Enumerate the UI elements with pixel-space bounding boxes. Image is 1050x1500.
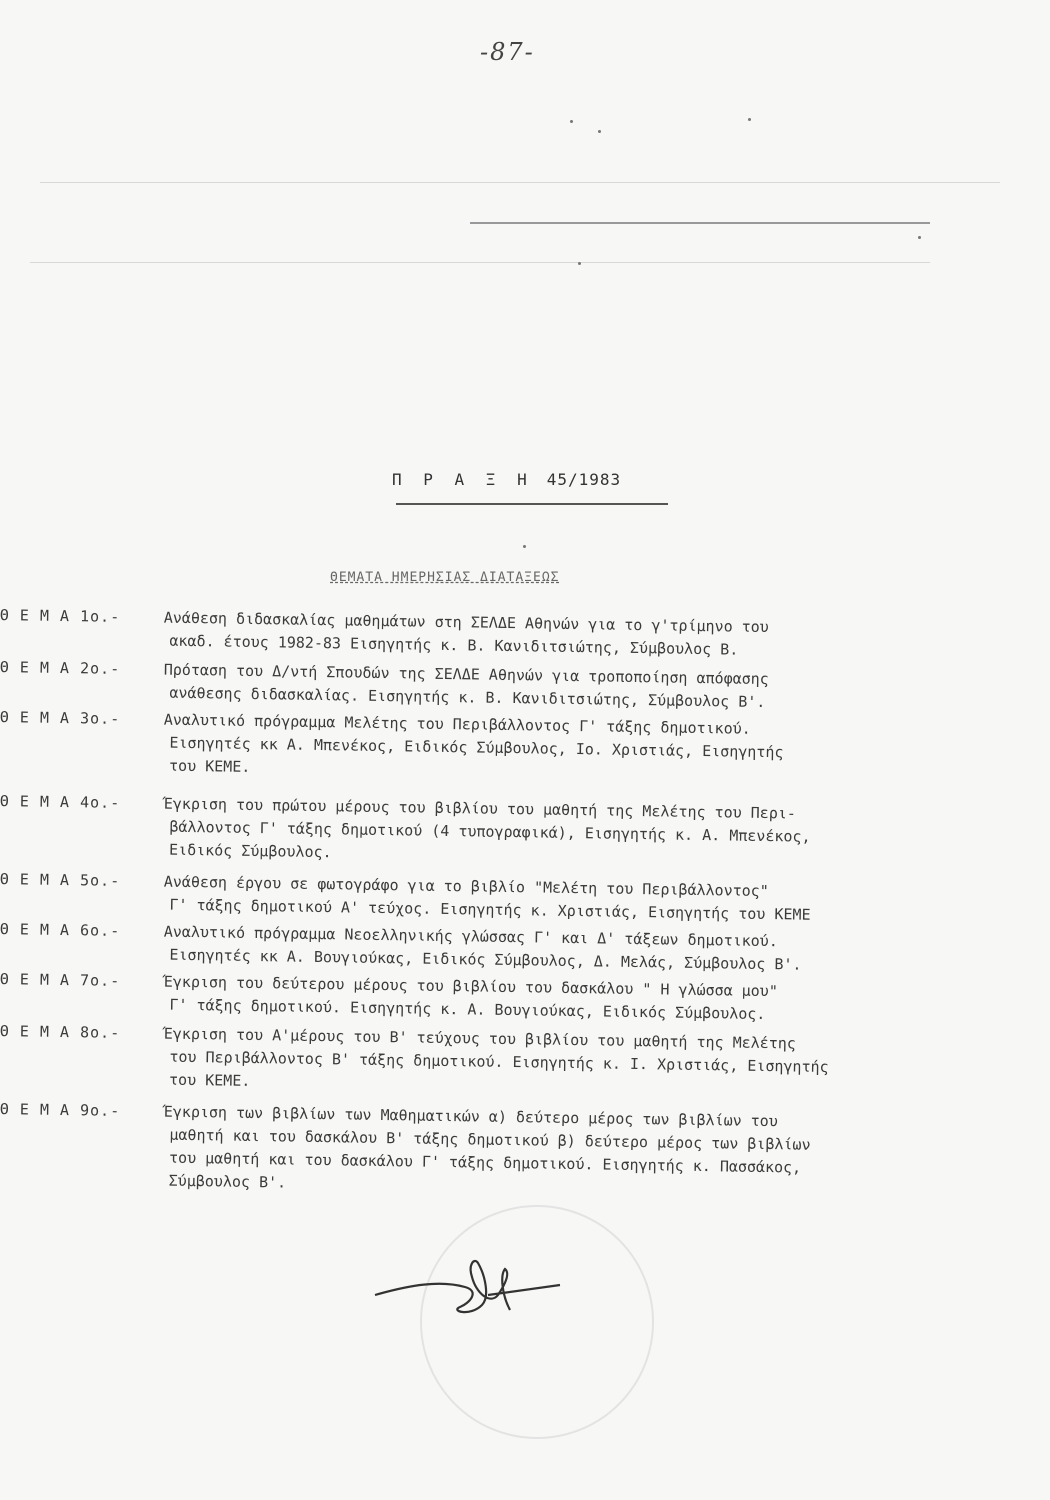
agenda-item-text-line: Ανάθεση έργου σε φωτογράφο για το βιβλίο "Μελέτη του Περιβάλλοντος" xyxy=(163,872,769,901)
agenda-item-label: Θ Ε Μ Α 1ο.- xyxy=(0,605,121,626)
speck xyxy=(748,118,751,121)
agenda-item-text-line: Ανάθεση διδασκαλίας μαθημάτων στη ΣΕΛΔΕ Αθηνών για το γ'τρίμηνο του xyxy=(163,608,769,637)
agenda-item-text-line: του ΚΕΜΕ. xyxy=(168,756,251,776)
agenda-item-text-line: Γ' τάξης δημοτικού. Εισηγητής κ. Α. Βουγιούκας, Ειδικός Σύμβουλος. xyxy=(169,995,766,1024)
agenda-item-text-line: μαθητή και του δασκάλου Β' τάξης δημοτικού β) δεύτερο μέρος των βιβλίων xyxy=(169,1125,811,1154)
agenda-item-text-line: του μαθητή και του δασκάλου Γ' τάξης δημοτικού. Εισηγητής κ. Πασσάκος, xyxy=(168,1148,802,1177)
agenda-item-label: Θ Ε Μ Α 3ο.- xyxy=(0,707,121,728)
agenda-item-text-line: Εισηγητές κκ Α. Βουγιούκας, Ειδικός Σύμβουλος, Δ. Μελάς, Σύμβουλος Β'. xyxy=(169,945,802,974)
agenda-heading: ΘΕΜΑΤΑ ΗΜΕΡΗΣΙΑΣ ΔΙΑΤΑΞΕΩΣ xyxy=(330,570,560,585)
agenda-item xyxy=(0,656,1000,712)
agenda-item-text-line: βάλλοντος Γ' τάξης δημοτικού (4 τυπογραφικά), Εισηγητής κ. Α. Μπενέκος, xyxy=(169,817,811,846)
signature xyxy=(370,1255,570,1325)
act-word: Π Ρ Α Ξ Η xyxy=(392,470,533,489)
agenda-item-text-line: Έγκριση των βιβλίων των Μαθηματικών α) δεύτερο μέρος των βιβλίων του xyxy=(163,1102,778,1131)
agenda-item-text-line: του ΚΕΜΕ. xyxy=(168,1070,251,1090)
agenda-item xyxy=(0,1020,1000,1090)
speck xyxy=(578,262,581,265)
title-underline xyxy=(396,503,668,505)
agenda-item-text-line: Εισηγητές κκ Α. Μπενέκος, Ειδικός Σύμβουλος, Ιο. Χριστιάς, Εισηγητής xyxy=(169,733,784,762)
page-number: -87- xyxy=(480,38,535,66)
agenda-item-text-line: του Περιβάλλοντος Β' τάξης δημοτικού. Εισηγητής κ. Ι. Χριστιάς, Εισηγητής xyxy=(169,1047,829,1077)
agenda-item-text-line: Αναλυτικό πρόγραμμα Μελέτης του Περιβάλλοντος Γ' τάξης δημοτικού. xyxy=(163,710,751,738)
act-number: 45/1983 xyxy=(546,470,622,489)
agenda-item-label: Θ Ε Μ Α 6ο.- xyxy=(0,919,121,940)
speck xyxy=(598,130,601,133)
agenda-item xyxy=(0,1098,1000,1192)
agenda-item-text-line: Έγκριση του δεύτερου μέρους του βιβλίου του δασκάλου " Η γλώσσα μου" xyxy=(163,972,778,1001)
agenda-item-text-line: Πρόταση του Δ/ντή Σπουδών της ΣΕΛΔΕ Αθηνών για τροποποίηση απόφασης xyxy=(163,660,769,689)
agenda-item xyxy=(0,604,1000,659)
agenda-item-text-line: Γ' τάξης δημοτικού Α' τεύχος. Εισηγητής κ. Χριστιάς, Εισηγητής του ΚΕΜΕ xyxy=(169,895,811,924)
agenda-item-label: Θ Ε Μ Α 4ο.- xyxy=(0,791,121,812)
agenda-item xyxy=(0,868,1000,924)
agenda-item-label: Θ Ε Μ Α 8ο.- xyxy=(0,1021,121,1042)
agenda-item-text-line: ακαδ. έτους 1982-83 Εισηγητής κ. Β. Κανιδιτσιώτης, Σύμβουλος Β. xyxy=(169,631,739,659)
agenda-item-text-line: ανάθεσης διδασκαλίας. Εισηγητής κ. Β. Κανιδιτσιώτης, Σύμβουλος Β'. xyxy=(169,683,766,712)
bleed-through-line xyxy=(30,262,930,263)
agenda-item-text-line: Σύμβουλος Β'. xyxy=(168,1171,287,1192)
bleed-through-line xyxy=(40,182,1000,183)
bleed-through-line xyxy=(470,222,930,224)
agenda-item-label: Θ Ε Μ Α 9ο.- xyxy=(0,1099,121,1120)
speck xyxy=(523,545,526,548)
agenda-item-label: Θ Ε Μ Α 2ο.- xyxy=(0,657,121,678)
agenda-item-text-line: Έγκριση του Α'μέρους του Β' τεύχους του βιβλίου του μαθητή της Μελέτης xyxy=(163,1024,797,1053)
speck xyxy=(570,120,573,123)
agenda-item xyxy=(0,790,1000,862)
agenda-item-text-line: Ειδικός Σύμβουλος. xyxy=(168,840,332,862)
act-title xyxy=(392,470,621,489)
agenda-item-label: Θ Ε Μ Α 5ο.- xyxy=(0,869,121,890)
agenda-item-label: Θ Ε Μ Α 7ο.- xyxy=(0,969,121,990)
speck xyxy=(918,236,921,239)
agenda-item-text-line: Αναλυτικό πρόγραμμα Νεοελληνικής γλώσσας Γ' και Δ' τάξεων δημοτικού. xyxy=(163,922,778,951)
agenda-item-text-line: Έγκριση του πρώτου μέρους του βιβλίου του μαθητή της Μελέτης του Περι- xyxy=(163,794,797,823)
